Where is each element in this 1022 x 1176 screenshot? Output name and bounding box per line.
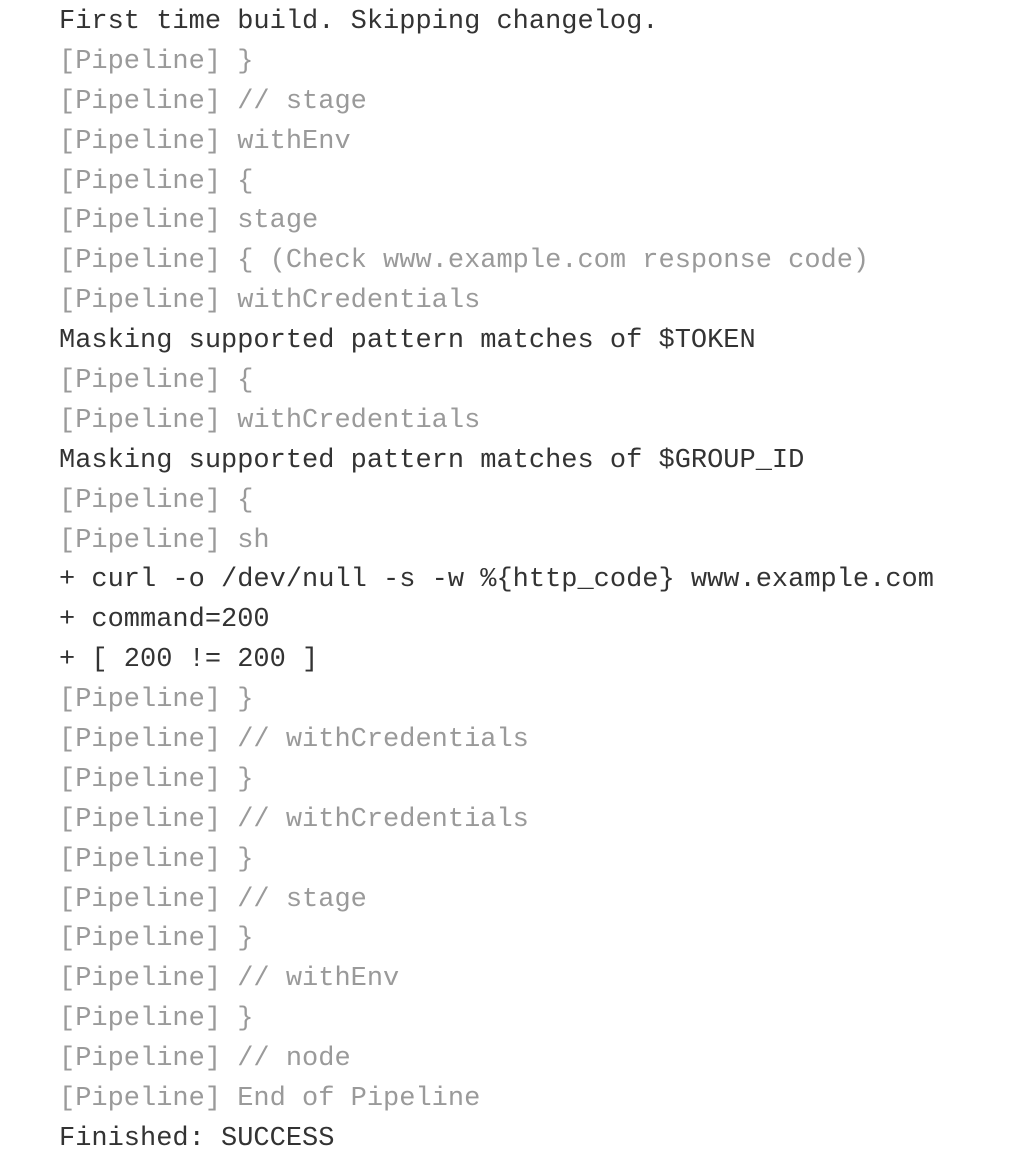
console-line: [Pipeline] } xyxy=(59,924,254,955)
console-line: [Pipeline] } xyxy=(59,685,254,716)
console-line: [Pipeline] } xyxy=(59,46,254,77)
console-line: [Pipeline] } xyxy=(59,764,254,795)
console-line: First time build. Skipping changelog. xyxy=(59,7,659,37)
console-line: Finished: SUCCESS xyxy=(59,1123,335,1154)
console-line: [Pipeline] } xyxy=(59,1004,254,1035)
console-line: [Pipeline] sh xyxy=(59,525,270,556)
console-line: Masking supported pattern matches of $TOKEN xyxy=(59,326,756,357)
console-line: [Pipeline] // stage xyxy=(59,86,367,117)
console-line: [Pipeline] // withCredentials xyxy=(59,804,529,835)
console-line: [Pipeline] // node xyxy=(59,1044,351,1075)
console-line: [Pipeline] withCredentials xyxy=(59,405,481,436)
console-line: [Pipeline] withCredentials xyxy=(59,286,481,317)
console-line: [Pipeline] // withEnv xyxy=(59,964,400,995)
console-line: [Pipeline] { xyxy=(59,166,254,197)
console-line: + curl -o /dev/null -s -w %{http_code} www.example.com xyxy=(59,565,934,596)
console-line: + command=200 xyxy=(59,605,270,636)
console-line: [Pipeline] stage xyxy=(59,206,319,237)
console-line: [Pipeline] { (Check www.example.com response code) xyxy=(59,246,870,277)
console-line: [Pipeline] // withCredentials xyxy=(59,725,529,756)
console-line: Masking supported pattern matches of $GROUP_ID xyxy=(59,445,805,476)
console-line: + [ 200 != 200 ] xyxy=(59,645,319,676)
console-line: [Pipeline] { xyxy=(59,366,254,397)
console-line: [Pipeline] // stage xyxy=(59,884,367,915)
console-line: [Pipeline] { xyxy=(59,485,254,516)
console-line: [Pipeline] withEnv xyxy=(59,126,351,157)
console-line: [Pipeline] } xyxy=(59,844,254,875)
console-line: [Pipeline] End of Pipeline xyxy=(59,1084,481,1115)
